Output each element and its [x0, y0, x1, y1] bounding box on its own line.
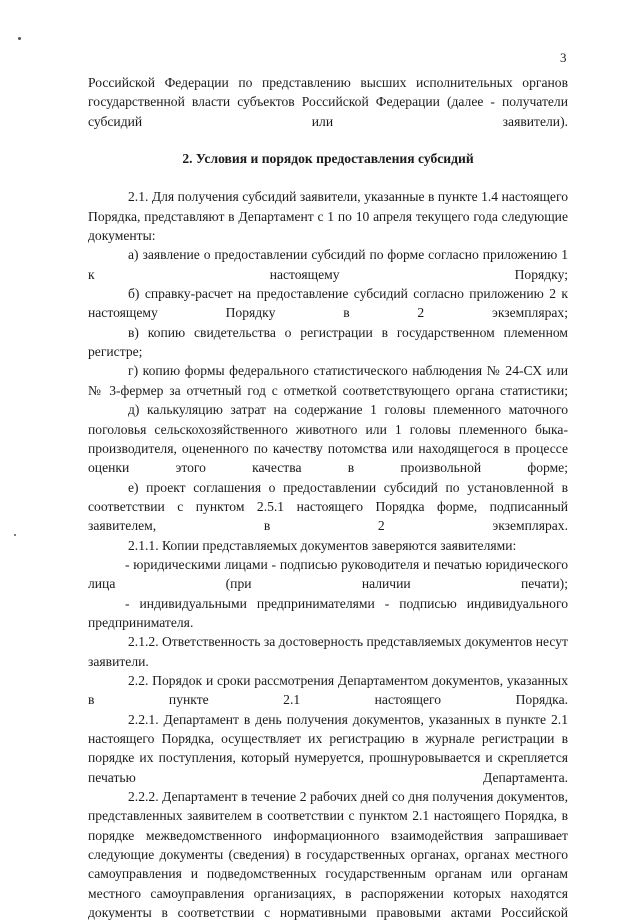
- clause-2-2-2: 2.2.2. Департамент в течение 2 рабочих дней со дня получения документов, представленных заявителем в соответствии с пунктом 2.1 настоящего Порядка, в порядке межведомственного информационного взаимодействия запрашивает следующие документы (сведения) в государственных органах, органах местного самоуправления и подведомственных государственным органам или органам местного самоуправления организациях, в распоряжении которых находятся документы в соответствии с нормативными правовыми актами Российской: [88, 789, 568, 921]
- document-body: [88, 73, 568, 922]
- clause-2-1-v: в) копию свидетельства о регистрации в государственном племенном регистре;: [88, 324, 568, 360]
- scan-speck: [14, 534, 16, 536]
- clause-2-1-a: а) заявление о предоставлении субсидий по форме согласно приложению 1 к настоящему Порядку;: [88, 247, 568, 282]
- section-heading: 2. Условия и порядок предоставления субсидий: [182, 151, 474, 167]
- clause-2-1-b: б) справку-расчет на предоставление субсидий согласно приложению 2 к настоящему Порядку в 2 экземплярах;: [88, 286, 568, 321]
- clause-2-2: 2.2. Порядок и сроки рассмотрения Департаментом документов, указанных в пункте 2.1 настоящего Порядка.: [88, 672, 568, 708]
- clause-2-1-e: е) проект соглашения о предоставлении субсидий по установленной в соответствии с пунктом 2.5.1 настоящего Порядка форме, подписанный заявителем, в 2 экземплярах.: [88, 479, 568, 534]
- scan-speck: [18, 37, 21, 40]
- clause-2-1-1: 2.1.1. Копии представляемых документов заверяются заявителями:: [128, 537, 517, 553]
- clause-2-2-1: 2.2.1. Департамент в день получения документов, указанных в пункте 2.1 настоящего Порядка, осуществляет их регистрацию в журнале регистрации в порядке их поступления, который нумеруется, прошнуровывается и скрепляется печатью Департамента.: [88, 711, 568, 785]
- clause-2-1: 2.1. Для получения субсидий заявители, указанные в пункте 1.4 настоящего Порядка, представляют в Департамент с 1 по 10 апреля текущего года следующие документы:: [88, 189, 568, 244]
- clause-2-1-d: д) калькуляцию затрат на содержание 1 головы племенного маточного поголовья сельскохозяйственного животного или 1 головы племенного быка-производителя, оцененного по качеству потомства или находящегося в процессе оценки этого качества в произвольной форме;: [88, 402, 568, 476]
- clause-legal-entities: - юридическими лицами - подписью руководителя и печатью юридического лица (при наличии печати);: [88, 556, 568, 592]
- clause-2-1-g: г) копию формы федерального статистического наблюдения № 24-СХ или № 3-фермер за отчетный год с отметкой соответствующего органа статистики;: [88, 363, 568, 398]
- page-number: 3: [560, 50, 567, 65]
- clause-individual-entrepreneurs: - индивидуальными предпринимателями - подписью индивидуального предпринимателя.: [88, 595, 568, 630]
- clause-2-1-2: 2.1.2. Ответственность за достоверность представляемых документов несут заявители.: [88, 634, 568, 669]
- intro-paragraph: Российской Федерации по представлению высших исполнительных органов государственной власти субъектов Российской Федерации (далее - получатели субсидий или заявители).: [88, 75, 568, 129]
